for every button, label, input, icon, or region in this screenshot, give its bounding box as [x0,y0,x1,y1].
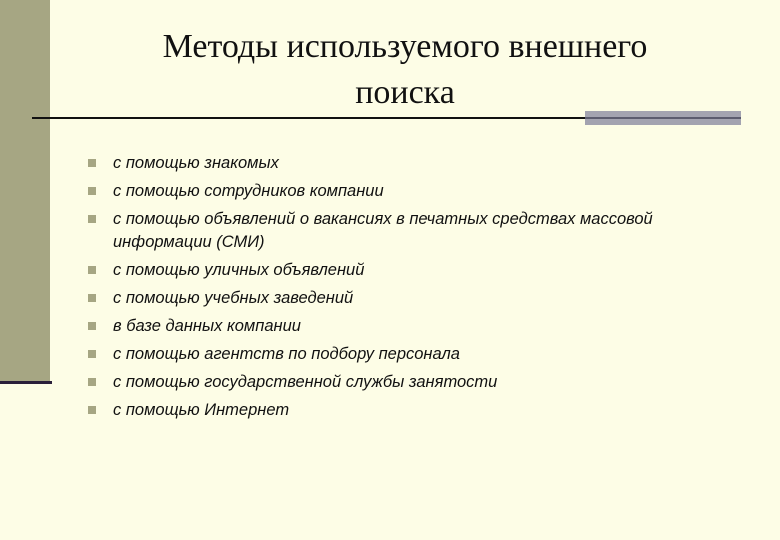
list-item [88,315,728,338]
list-item [88,399,728,422]
square-bullet-icon [88,406,96,414]
square-bullet-icon [88,266,96,274]
bullet-list [88,152,728,427]
list-item-label: с помощью объявлений о вакансиях в печатных средствах массовой информации (СМИ) [113,210,653,251]
list-item-label: с помощью агентств по подбору персонала [113,345,460,363]
slide-title [60,24,750,116]
square-bullet-icon [88,350,96,358]
list-item-label: в базе данных компании [113,317,301,335]
list-item [88,287,728,310]
list-item-label: с помощью уличных объявлений [113,261,365,279]
left-accent-underline [0,381,52,384]
list-item [88,208,728,254]
list-item [88,152,728,175]
list-item [88,371,728,394]
slide-title-line-2: поиска [355,74,455,111]
left-accent-bar [0,0,50,383]
title-divider [32,117,592,119]
square-bullet-icon [88,215,96,223]
square-bullet-icon [88,187,96,195]
list-item-label: с помощью учебных заведений [113,289,354,307]
list-item [88,180,728,203]
list-item [88,259,728,282]
list-item-label: с помощью сотрудников компании [113,182,384,200]
title-accent-line [585,117,741,119]
list-item-label: с помощью знакомых [113,154,279,172]
square-bullet-icon [88,378,96,386]
list-item-label: с помощью государственной службы занятости [113,373,498,391]
list-item-label: с помощью Интернет [113,401,290,419]
square-bullet-icon [88,294,96,302]
square-bullet-icon [88,322,96,330]
slide-title-line-1: Методы используемого внешнего [162,28,648,65]
list-item [88,343,728,366]
square-bullet-icon [88,159,96,167]
